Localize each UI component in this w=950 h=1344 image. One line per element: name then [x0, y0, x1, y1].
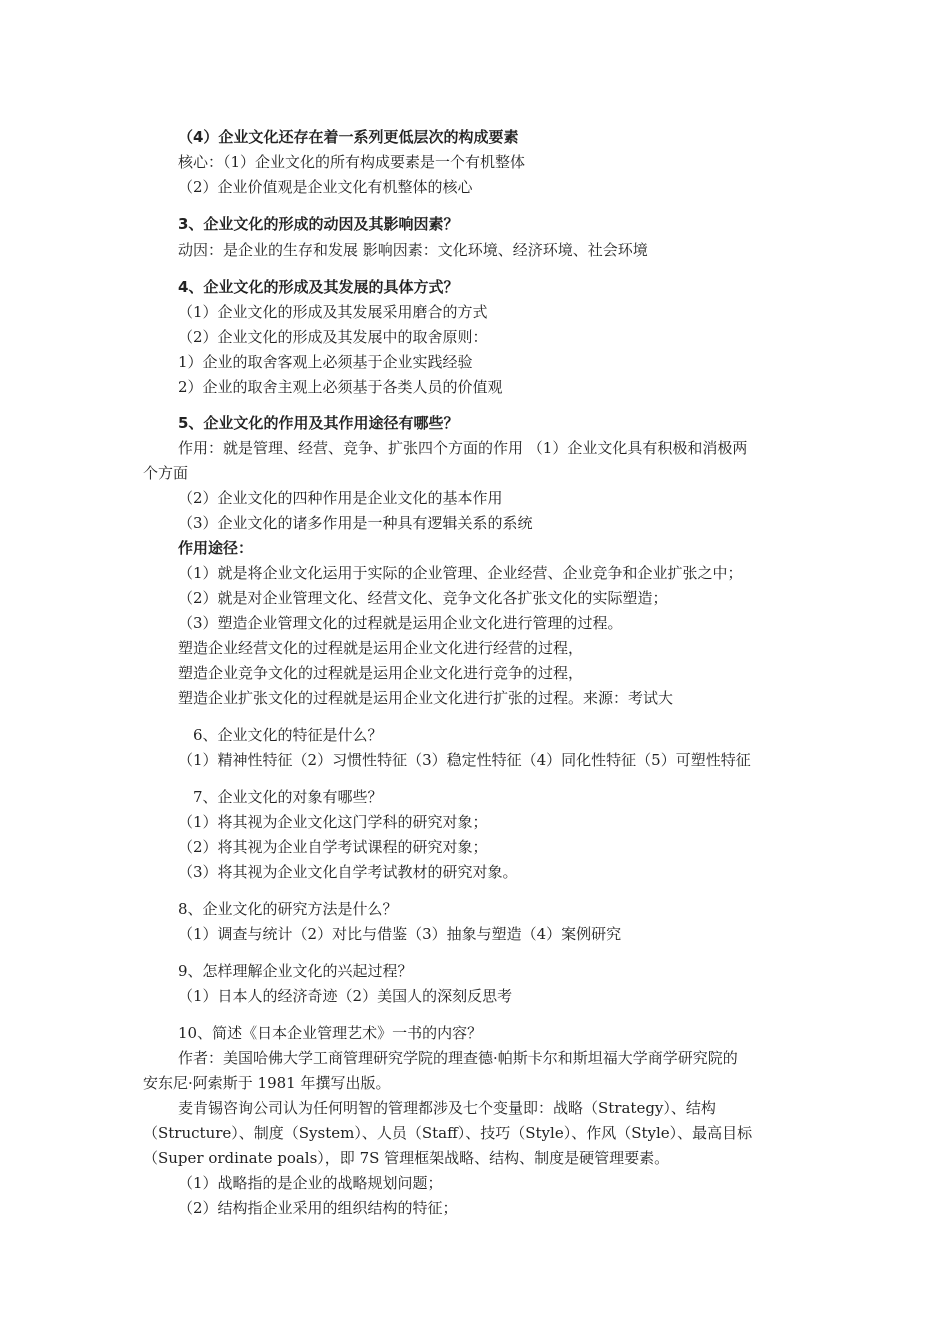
text-line: （1）调查与统计（2）对比与借鉴（3）抽象与塑造（4）案例研究 [178, 925, 622, 943]
text-line: 塑造企业经营文化的过程就是运用企业文化进行经营的过程， [178, 639, 584, 657]
question-5-heading: 5、企业文化的作用及其作用途径有哪些？ [178, 414, 459, 432]
text-line: （Super ordinate poals），即 7S 管理框架战略、结构、制度是硬管理要素。 [143, 1149, 670, 1167]
text-line: （2）企业价值观是企业文化有机整体的核心 [178, 178, 473, 196]
text-line: （1）企业文化的形成及其发展采用磨合的方式 [178, 303, 488, 321]
text-line: 核心：（1）企业文化的所有构成要素是一个有机整体 [178, 153, 526, 171]
text-line: （Structure）、制度（System）、人员（Staff）、技巧（Style）、作风（Style）、最高目标 [143, 1124, 753, 1142]
subheading-approaches: 作用途径： [178, 539, 254, 557]
text-line: 作者：美国哈佛大学工商管理研究学院的理查德·帕斯卡尔和斯坦福大学商学研究院的 [178, 1049, 738, 1067]
question-3-heading: 3、企业文化的形成的动因及其影响因素？ [178, 215, 459, 233]
text-line: （1）战略指的是企业的战略规划问题； [178, 1174, 443, 1192]
text-line: （1）就是将企业文化运用于实际的企业管理、企业经营、企业竞争和企业扩张之中； [178, 564, 743, 582]
text-line: （2）企业文化的四种作用是企业文化的基本作用 [178, 489, 503, 507]
text-line: 作用：就是管理、经营、竞争、扩张四个方面的作用 （1）企业文化具有积极和消极两 [178, 439, 748, 457]
question-7-heading: 7、企业文化的对象有哪些？ [193, 788, 383, 806]
text-line: （2）结构指企业采用的组织结构的特征； [178, 1199, 458, 1217]
text-line: （2）就是对企业管理文化、经营文化、竞争文化各扩张文化的实际塑造； [178, 589, 668, 607]
text-line: （2）将其视为企业自学考试课程的研究对象； [178, 838, 488, 856]
text-line: 个方面 [143, 464, 189, 482]
text-line: （3）企业文化的诸多作用是一种具有逻辑关系的系统 [178, 514, 533, 532]
text-line: （3）将其视为企业文化自学考试教材的研究对象。 [178, 863, 518, 881]
text-line: （1）日本人的经济奇迹（2）美国人的深刻反思考 [178, 987, 513, 1005]
text-line: （1）精神性特征（2）习惯性特征（3）稳定性特征（4）同化性特征（5）可塑性特征 [178, 751, 751, 769]
text-line: 2）企业的取舍主观上必须基于各类人员的价值观 [178, 378, 503, 396]
text-line: 塑造企业扩张文化的过程就是运用企业文化进行扩张的过程。来源：考试大 [178, 689, 674, 707]
question-9-heading: 9、怎样理解企业文化的兴起过程？ [178, 962, 413, 980]
text-line: 塑造企业竞争文化的过程就是运用企业文化进行竞争的过程， [178, 664, 584, 682]
text-line: （3）塑造企业管理文化的过程就是运用企业文化进行管理的过程。 [178, 614, 623, 632]
heading-4-elements: （4）企业文化还存在着一系列更低层次的构成要素 [178, 128, 519, 146]
text-line: 1）企业的取舍客观上必须基于企业实践经验 [178, 353, 473, 371]
question-6-heading: 6、企业文化的特征是什么？ [193, 726, 383, 744]
text-line: 动因：是企业的生存和发展 影响因素：文化环境、经济环境、社会环境 [178, 241, 648, 259]
text-line: （1）将其视为企业文化这门学科的研究对象； [178, 813, 488, 831]
question-4-heading: 4、企业文化的形成及其发展的具体方式？ [178, 278, 459, 296]
text-line: 麦肯锡咨询公司认为任何明智的管理都涉及七个变量即：战略（Strategy）、结构 [178, 1099, 716, 1117]
question-8-heading: 8、企业文化的研究方法是什么？ [178, 900, 398, 918]
question-10-heading: 10、简述《日本企业管理艺术》一书的内容？ [178, 1024, 483, 1042]
text-line: 安东尼·阿索斯于 1981 年撰写出版。 [143, 1074, 391, 1092]
text-line: （2）企业文化的形成及其发展中的取舍原则： [178, 328, 488, 346]
